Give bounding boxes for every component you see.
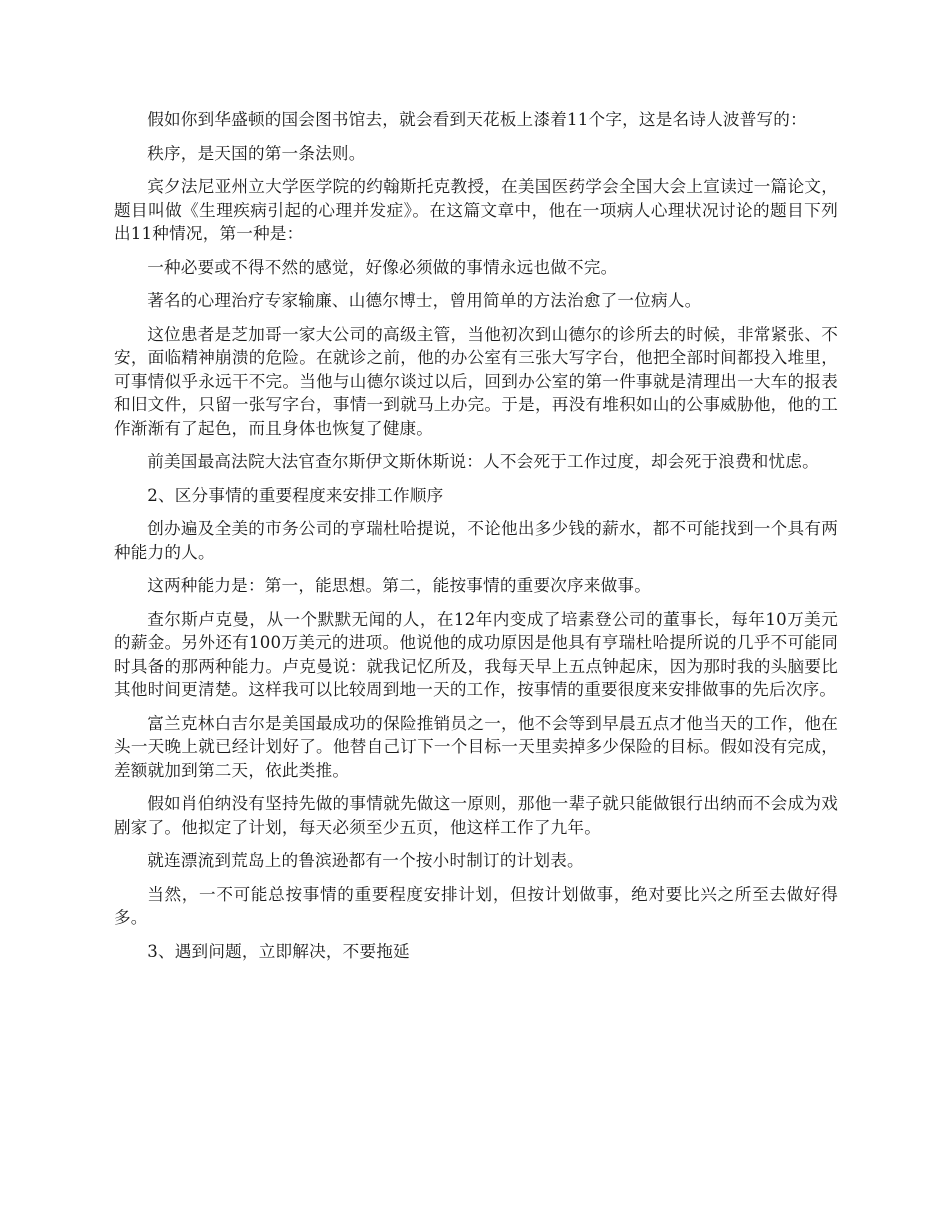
paragraph-6: 这位患者是芝加哥一家大公司的高级主管，当他初次到山德尔的诊所去的时候，非常紧张、不安，面临精神崩溃的危险。在就诊之前，他的办公室有三张大写字台，他把全部时间都投入堆里，可事情似乎永远干不完。当他与山德尔谈过以后，回到办公室的第一件事就是清理出一大车的报表和旧文件，只留一张写字台，事情一到就马上办完。于是，再没有堆积如山的公事威胁他，他的工作渐渐有了起色，而且身体也恢复了健康。 xyxy=(114,324,838,438)
section-heading-2: 2、区分事情的重要程度来安排工作顺序 xyxy=(147,485,444,505)
paragraph-7: 前美国最高法院大法官查尔斯伊文斯休斯说：人不会死于工作过度，却会死于浪费和忧虑。 xyxy=(147,452,819,471)
paragraph-1: 假如你到华盛顿的国会图书馆去，就会看到天花板上漆着11个字，这是名诗人波普写的： xyxy=(147,110,807,129)
paragraph-15: 当然，一不可能总按事情的重要程度安排计划，但按计划做事，绝对要比兴之所至去做好得多。 xyxy=(114,884,838,927)
paragraph-11: 查尔斯卢克曼，从一个默默无闻的人，在12年内变成了培素登公司的董事长，每年10万美元的薪金。另外还有100万美元的进项。他说他的成功原因是他具有亨瑞杜哈提所说的几乎不可能同时具备的那两种能力。卢克曼说：就我记忆所及，我每天早上五点钟起床，因为那时我的头脑要比其他时间更清楚。这样我可以比较周到地一天的工作，按事情的重要很度来安排做事的先后次序。 xyxy=(114,609,838,699)
paragraph-4: 一种必要或不得不然的感觉，好像必须做的事情永远也做不完。 xyxy=(147,257,618,277)
paragraph-2: 秩序，是天国的第一条法则。 xyxy=(147,143,366,163)
section-heading-3: 3、遇到问题，立即解决，不要拖延 xyxy=(147,941,410,961)
paragraph-13: 假如肖伯纳没有坚持先做的事情就先做这一原则，那他一辈子就只能做银行出纳而不会成为戏剧家了。他拟定了计划，每天必须至少五页，他这样工作了九年。 xyxy=(114,794,838,837)
paragraph-3: 宾夕法尼亚州立大学医学院的约翰斯托克教授，在美国医药学会全国大会上宣读过一篇论文，题目叫做《生理疾病引起的心理并发症》。在这篇文章中，他在一项病人心理状况讨论的题目下列出11种情况，第一种是： xyxy=(114,177,838,243)
paragraph-12: 富兰克林白吉尔是美国最成功的保险推销员之一，他不会等到早晨五点才他当天的工作，他在头一天晚上就已经计划好了。他替自己订下一个目标一天里卖掉多少保险的目标。假如没有完成，差额就加到第二天，依此类推。 xyxy=(114,713,838,780)
paragraph-14: 就连漂流到荒岛上的鲁滨逊都有一个按小时制订的计划表。 xyxy=(147,851,584,870)
paragraph-5: 著名的心理治疗专家输廉、山德尔博士，曾用简单的方法治愈了一位病人。 xyxy=(147,291,702,310)
paragraph-10: 这两种能力是：第一，能思想。第二，能按事情的重要次序来做事。 xyxy=(147,576,651,595)
paragraph-9: 创办遍及全美的市务公司的亨瑞杜哈提说，不论他出多少钱的薪水，都不可能找到一个具有两种能力的人。 xyxy=(114,519,838,562)
